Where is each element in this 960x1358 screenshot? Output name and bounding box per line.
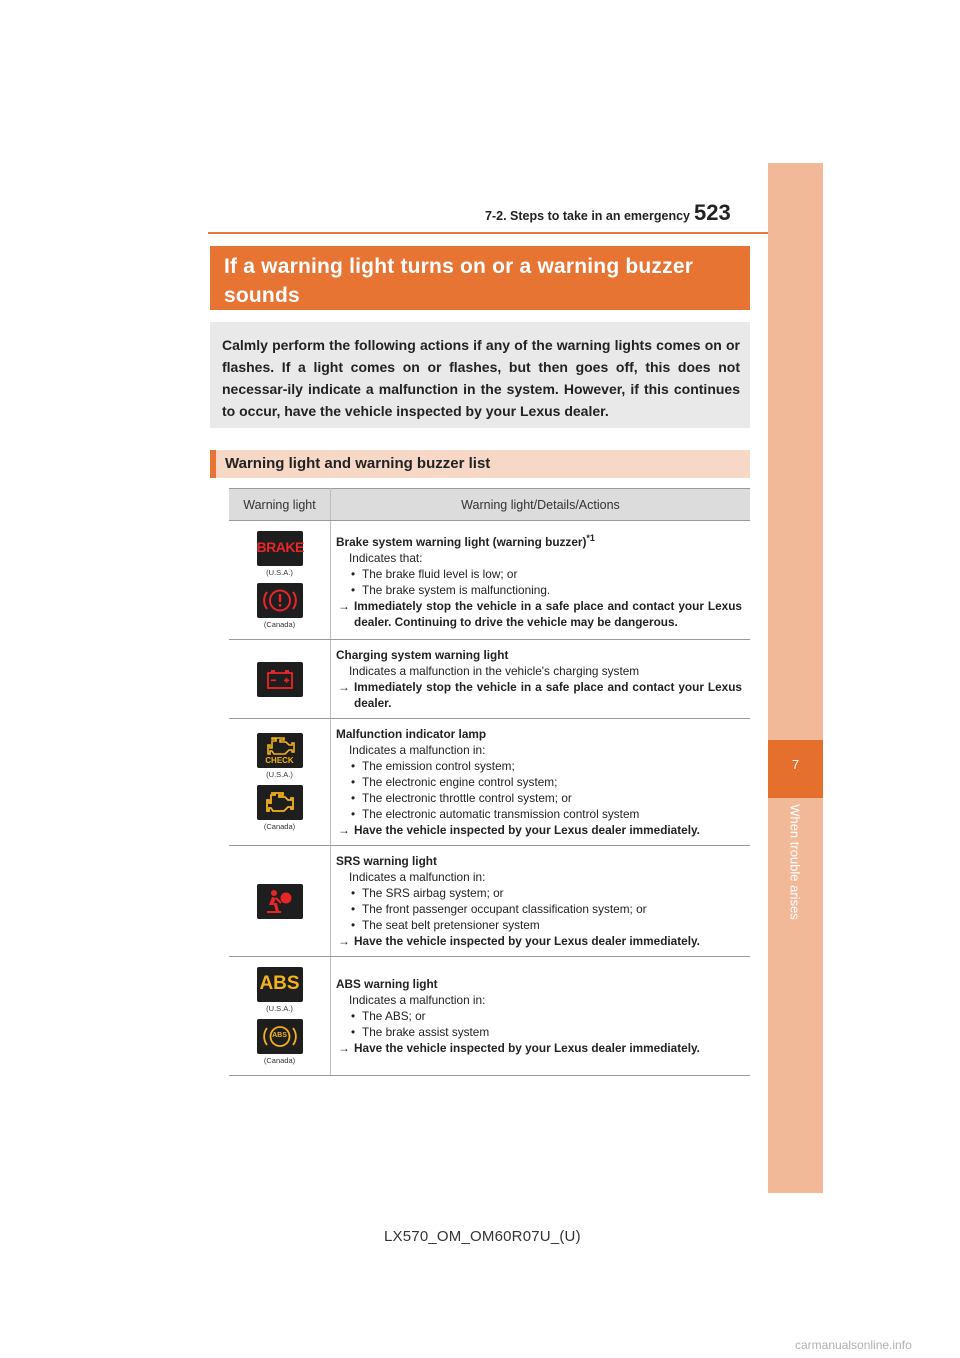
row-title: ABS warning light [336, 977, 438, 991]
row-title [336, 530, 742, 550]
section-heading-box [210, 246, 750, 310]
list-item: • The brake system is malfunctioning. [336, 582, 742, 598]
action-text [336, 933, 742, 949]
document-code: LX570_OM_OM60R07U_(U) [384, 1228, 581, 1245]
row-intro: Indicates a malfunction in: [349, 870, 486, 884]
action-text-content: Have the vehicle inspected by your Lexus dealer immediately. [354, 934, 700, 948]
footnote-marker: *1 [586, 533, 595, 544]
row-intro: Indicates that: [349, 550, 423, 565]
subheading-accent [210, 450, 216, 478]
list-item: • The emission control system; [336, 758, 742, 774]
col-header-details: Warning light/Details/Actions [331, 489, 751, 521]
row-intro: Indicates a malfunction in: [349, 993, 486, 1007]
action-text [336, 679, 742, 711]
action-text-content: Immediately stop the vehicle in a safe place and contact your Lexus dealer. Continuing to drive the vehicle may be dangerous. [354, 598, 742, 629]
section-title: 7-2. Steps to take in an emergency [485, 209, 690, 223]
check-icon-label: CHECK [265, 756, 294, 765]
intro-box [210, 322, 750, 428]
brake-icon-label: BRAKE [256, 539, 304, 555]
page-number: 523 [694, 200, 731, 225]
icon-caption: (U.S.A.) [266, 1004, 293, 1013]
row-title: Malfunction indicator lamp [336, 727, 487, 741]
action-text [336, 598, 742, 630]
chapter-number: 7 [791, 757, 800, 772]
row-title: Charging system warning light [336, 648, 509, 662]
intro-text: Calmly perform the following actions if any of the warning lights comes on or flashes. If a light comes on or flashes, but then goes off, this does not necessar-ily indicate a malfunction in the system. However, if this continues to occur, have the vehicle inspected by your Lexus dealer. [222, 337, 740, 419]
arrow-icon: → [338, 598, 350, 613]
icon-caption: (Canada) [263, 1056, 296, 1065]
action-text [336, 1040, 742, 1056]
list-item: • The electronic throttle control system; or [336, 790, 742, 806]
brake-circle-warning-icon [257, 583, 303, 618]
icon-cell [229, 846, 331, 957]
warning-light-table [229, 488, 750, 1076]
list-item: • The ABS; or [336, 1008, 742, 1024]
details-cell [331, 719, 751, 846]
list-item: • The front passenger occupant classification system; or [336, 901, 742, 917]
row-intro: Indicates a malfunction in: [349, 743, 486, 757]
list-item: • The brake assist system [336, 1024, 742, 1040]
row-intro: Indicates a malfunction in the vehicle's charging system [349, 664, 640, 678]
action-text-content: Have the vehicle inspected by your Lexus dealer immediately. [354, 823, 700, 837]
icon-cell [229, 640, 331, 719]
list-item: • The brake fluid level is low; or [336, 566, 742, 582]
icon-caption: (U.S.A.) [266, 568, 293, 577]
table-row [229, 521, 750, 640]
icon-cell [229, 957, 331, 1076]
arrow-icon: → [338, 680, 350, 694]
list-item: • The electronic engine control system; [336, 774, 742, 790]
list-item: • The SRS airbag system; or [336, 885, 742, 901]
abs-icon-label: ABS [259, 973, 300, 994]
chapter-side-band [768, 163, 823, 1193]
icon-caption: (Canada) [263, 822, 296, 831]
table-row [229, 957, 750, 1076]
row-title: SRS warning light [336, 854, 437, 868]
icon-caption: (U.S.A.) [266, 770, 293, 779]
battery-warning-icon [257, 662, 303, 697]
header-rule [208, 232, 822, 234]
abs-circle-icon [257, 1019, 303, 1054]
details-cell [331, 846, 751, 957]
subheading: Warning light and warning buzzer list [225, 455, 491, 472]
abs-warning-icon [257, 967, 303, 1002]
chapter-label: When trouble arises [787, 804, 803, 920]
action-text [336, 822, 742, 838]
table-header-row [229, 489, 750, 521]
details-cell [331, 640, 751, 719]
table-row [229, 719, 750, 846]
details-cell [331, 957, 751, 1076]
engine-icon [257, 785, 303, 820]
action-text-content: Have the vehicle inspected by your Lexus dealer immediately. [354, 1041, 700, 1055]
list-item: • The seat belt pretensioner system [336, 917, 742, 933]
check-engine-icon [257, 733, 303, 768]
arrow-icon: → [338, 1041, 350, 1055]
table-row [229, 640, 750, 719]
icon-cell [229, 719, 331, 846]
abs-circle-icon-label: ABS [272, 1032, 287, 1039]
srs-airbag-icon [257, 884, 303, 919]
watermark: carmanualsonline.info [795, 1338, 912, 1352]
section-heading: If a warning light turns on or a warning buzzer sounds [224, 255, 694, 307]
row-title-text: Brake system warning light (warning buzzer) [336, 534, 587, 549]
icon-cell [229, 521, 331, 640]
table-row [229, 846, 750, 957]
brake-warning-icon [257, 531, 303, 566]
subheading-box [210, 450, 750, 478]
arrow-icon: → [338, 823, 350, 837]
col-header-warning-light: Warning light [229, 489, 331, 521]
list-item: • The electronic automatic transmission control system [336, 806, 742, 822]
details-cell [331, 521, 751, 640]
icon-caption: (Canada) [263, 620, 296, 629]
arrow-icon: → [338, 934, 350, 948]
action-text-content: Immediately stop the vehicle in a safe place and contact your Lexus dealer. [354, 680, 742, 710]
